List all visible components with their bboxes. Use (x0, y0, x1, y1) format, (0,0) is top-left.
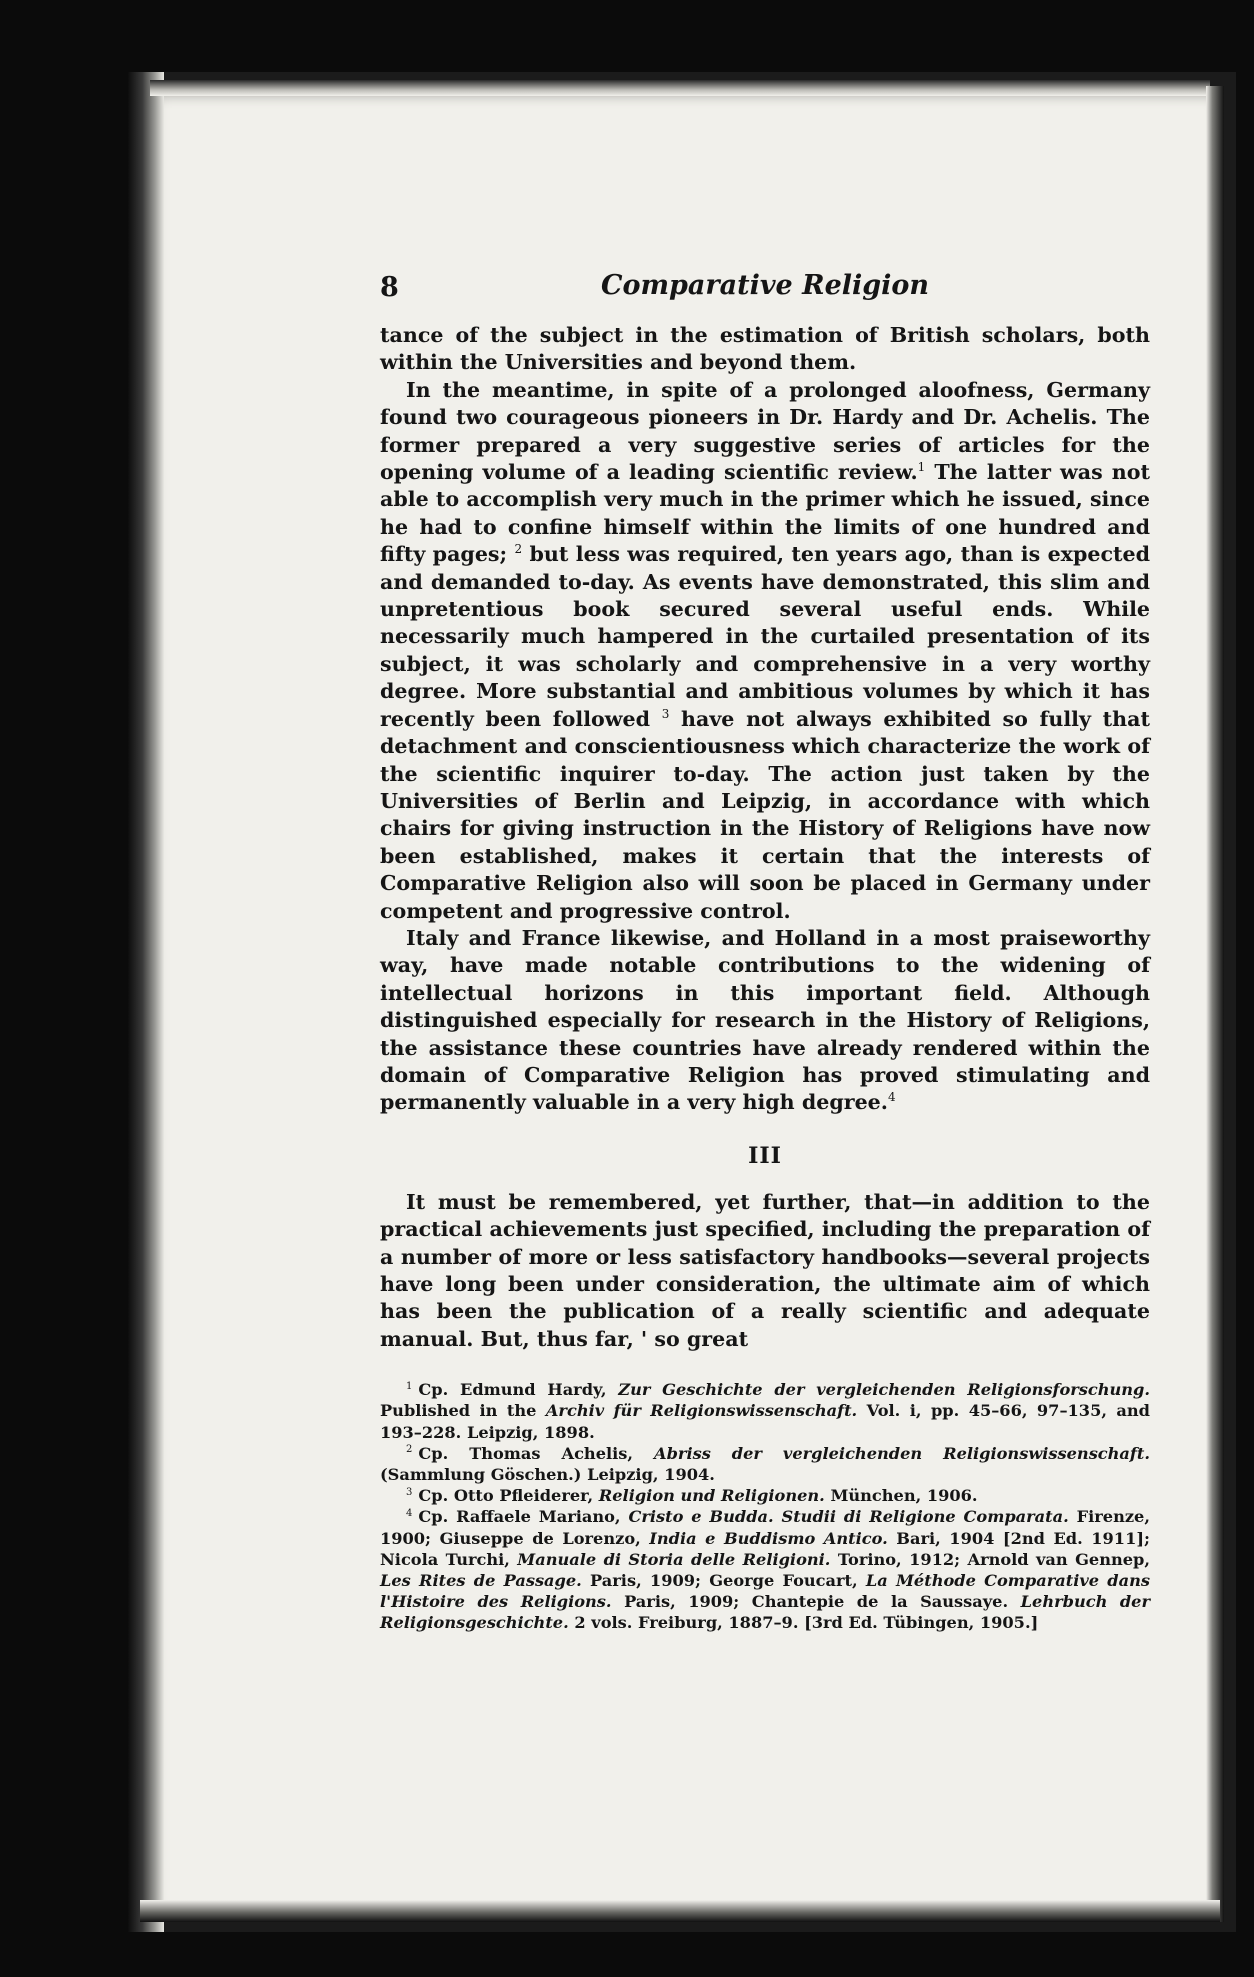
italic-title: Archiv für Religionswissenschaft. (545, 1401, 858, 1421)
text-run: Cp. Raffaele Mariano, (418, 1507, 629, 1527)
footnote (380, 1506, 1150, 1633)
italic-title: India e Buddismo Antico. (649, 1528, 888, 1548)
running-header (380, 270, 1150, 312)
italic-title: La Méthode Comparative dans l'Histoire des Religions. (380, 1571, 1150, 1612)
text-run: Published in the (380, 1401, 546, 1421)
text-run: In the meantime, in spite of a prolonged aloofness, Germany found two courageous pioneers in Dr. Hardy and Dr. Achelis. The former prepared a very suggestive series of articles for the opening volume of a leading scientific review. (380, 377, 1150, 485)
text-run: but less was required, ten years ago, than is expected and demanded to-day. As events have demonstrated, this slim and unpretentious book secured several useful ends. While necessarily much hampered in the curtailed presentation of its subject, it was scholarly and comprehensive in a very worthy degree. More substantial and ambitious volumes by which it has recently been followed (380, 542, 1151, 731)
text-run: Vol. i, pp. 45–66, 97–135, and 193–228. Leipzig, 1898. (380, 1401, 1150, 1442)
binding-gutter (128, 72, 164, 1932)
text-run: Italy and France likewise, and Holland in a most praiseworthy way, have made notable contributions to the widening of intellectual horizons in this important field. Although distinguished especially for research in the History of Religions, the assistance these countries have already rendered within the domain of Comparative Religion has proved stimulating and permanently valuable in a very high degree. (380, 925, 1150, 1115)
footnote-reference: 2 (514, 542, 523, 557)
text-run: (Sammlung Göschen.) Leipzig, 1904. (380, 1465, 715, 1485)
text-run: München, 1906. (824, 1486, 978, 1506)
page-right-edge (1206, 86, 1224, 1922)
text-run: Torino, 1912; Arnold van Gennep, (830, 1549, 1150, 1569)
running-title: Comparative Religion (600, 270, 930, 301)
text-run: The latter was not able to accomplish very much in the primer which he issued, since he had to confine himself within the limits of one hundred and fifty pages; (380, 460, 1151, 567)
footnote (380, 1379, 1150, 1443)
section-heading: III (748, 1142, 782, 1169)
italic-title: Manuale di Storia delle Religioni. (517, 1549, 831, 1569)
text-run: Firenze, 1900; Giuseppe de Lorenzo, (380, 1507, 1150, 1548)
body-text (380, 322, 1150, 1117)
text-run: tance of the subject in the estimation of British scholars, both within the Universities and beyond them. (380, 323, 1150, 375)
footnote-marker: 1 (406, 1380, 413, 1392)
paragraph (380, 377, 1150, 925)
paragraph (380, 1189, 1150, 1353)
footnotes (380, 1379, 1150, 1633)
page-bottom-edge (140, 1900, 1220, 1922)
footnote-marker: 4 (406, 1508, 413, 1520)
text-run: Paris, 1909; Chantepie de la Saussaye. (611, 1592, 1021, 1612)
text-run: Cp. Edmund Hardy, (418, 1380, 619, 1400)
text-run: Bari, 1904 [2nd Ed. 1911]; Nicola Turchi, (380, 1528, 1150, 1569)
text-run: Cp. Thomas Achelis, (418, 1443, 655, 1463)
footnote (380, 1485, 1150, 1506)
paragraph (380, 925, 1150, 1117)
text-run: Cp. Otto Pfleiderer, (418, 1486, 599, 1506)
paragraph (380, 322, 1150, 377)
text-run: It must be remembered, yet further, that—in addition to the practical achievements just specified, including the preparation of a number of more or less satisfactory handbooks—several projects have long been under consideration, the ultimate aim of which has been the publication of a really scientific and adequate manual. But, thus far, ' so great (380, 1189, 1150, 1351)
page-number: 8 (380, 272, 399, 303)
footnote-marker: 2 (406, 1444, 413, 1456)
italic-title: Lehrbuch der Religionsgeschichte. (380, 1592, 1151, 1633)
footnote-reference: 1 (917, 460, 926, 475)
footnote-marker: 3 (406, 1486, 413, 1498)
italic-title: Cristo e Budda. Studii di Religione Comparata. (628, 1507, 1069, 1527)
italic-title: Religion und Religionen. (598, 1486, 825, 1506)
italic-title: Les Rites de Passage. (380, 1571, 582, 1591)
italic-title: Zur Geschichte der vergleichenden Religionsforschung. (618, 1380, 1150, 1400)
footnote (380, 1443, 1150, 1485)
text-run: 2 vols. Freiburg, 1887–9. [3rd Ed. Tübingen, 1905.] (568, 1613, 1039, 1633)
section-body-text (380, 1189, 1150, 1353)
page-top-edge (150, 80, 1210, 96)
footnote-reference: 3 (661, 706, 670, 721)
footnote-reference: 4 (887, 1090, 896, 1105)
text-run: have not always exhibited so fully that detachment and conscientiousness which characterize the work of the scientific inquirer to-day. The action just taken by the Universities of Berlin and Leipzig, in accordance with which chairs for giving instruction in the History of Religions have now been established, makes it certain that the interests of Comparative Religion also will soon be placed in Germany under competent and progressive control. (380, 706, 1150, 923)
italic-title: Abriss der vergleichenden Religionswissenschaft. (654, 1443, 1151, 1463)
page-content (380, 270, 1150, 1634)
text-run: Paris, 1909; George Foucart, (581, 1571, 866, 1591)
